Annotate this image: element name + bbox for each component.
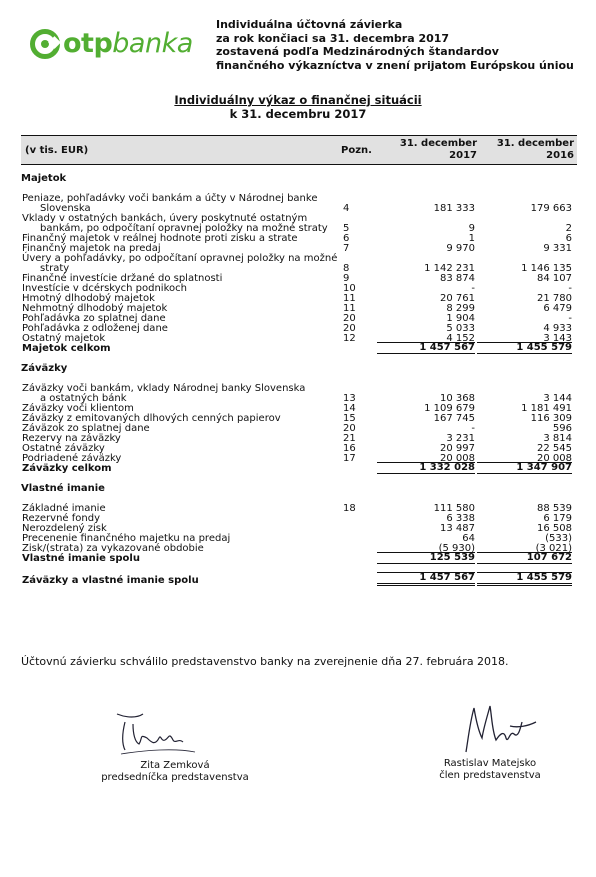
row-value-2016: 20 008 — [537, 453, 572, 464]
row-value-2016: 6 — [565, 233, 572, 244]
row-label-continuation-text: bankám, po odpočítaní opravnej položky na možné straty — [40, 223, 328, 234]
row-label — [21, 194, 344, 214]
otp-logo-icon — [30, 29, 60, 59]
row-note: 11 — [343, 293, 356, 304]
row-value-2016: 88 539 — [537, 503, 572, 514]
row-value-2017: 10 368 — [440, 393, 475, 404]
row-label-continuation-text: straty — [40, 263, 70, 274]
logo-brand-thin: banka — [112, 28, 193, 59]
row-value-2016: - — [568, 313, 572, 324]
row-label-text: Nehmotný dlhodobý majetok — [22, 303, 168, 314]
row-value-2016: 16 508 — [537, 523, 572, 534]
note-column-header: Pozn. — [341, 145, 372, 156]
row-label-text: Hmotný dlhodobý majetok — [22, 293, 155, 304]
total-value-2017: 1 457 567 — [377, 342, 475, 354]
row-note: 12 — [343, 333, 356, 344]
row-value-2017: 167 745 — [433, 413, 475, 424]
row-value-2016: 9 331 — [543, 243, 572, 254]
row-value-2017: 83 874 — [440, 273, 475, 284]
row-value-2016: 4 933 — [543, 323, 572, 334]
row-value-2016: (533) — [545, 533, 572, 544]
row-value-2017: 1 142 231 — [424, 263, 475, 274]
row-label-text: Nerozdelený zisk — [22, 523, 107, 534]
total-label-text: Vlastné imanie spolu — [22, 553, 140, 564]
section-total-row — [21, 344, 577, 354]
row-value-2017: 13 487 — [440, 523, 475, 534]
signatory-name: Zita Zemková — [140, 760, 210, 771]
row-label-text: Úvery a pohľadávky, po odpočítaní opravnej položky na možné — [22, 253, 338, 264]
row-value-2017: 111 580 — [433, 503, 475, 514]
row-value-2016: 84 107 — [537, 273, 572, 284]
row-label — [21, 384, 344, 404]
row-label-text: Zisk/(strata) za vykazované obdobie — [22, 543, 204, 554]
row-note: 11 — [343, 303, 356, 314]
approval-statement: Účtovnú závierku schválilo predstavenstvo banky na zverejnenie dňa 27. februára 2018. — [21, 655, 509, 668]
total-label — [21, 554, 344, 564]
row-label-text: Investície v dcérskych podnikoch — [22, 283, 187, 294]
row-label — [21, 214, 344, 234]
table-body — [21, 165, 577, 586]
column-header-2017: 31. december 2017 — [399, 138, 477, 161]
table-row — [21, 194, 577, 214]
row-value-2016: 596 — [552, 423, 572, 434]
row-value-2017: - — [471, 423, 475, 434]
grand-total-label-text: Záväzky a vlastné imanie spolu — [22, 575, 199, 586]
row-note: 20 — [343, 423, 356, 434]
row-label — [21, 254, 344, 274]
row-value-2016: 1 181 491 — [521, 403, 572, 414]
total-value-2017: 125 539 — [377, 552, 475, 564]
report-header — [216, 18, 586, 72]
row-label-text: Záväzky voči bankám, vklady Národnej banky Slovenska — [22, 383, 306, 394]
row-note: 6 — [343, 233, 350, 244]
row-label-text: Finančné investície držané do splatnosti — [22, 273, 223, 284]
row-note: 9 — [343, 273, 350, 284]
row-value-2017: 1 109 679 — [424, 403, 475, 414]
row-label-text: Záväzky z emitovaných dlhových cenných papierov — [22, 413, 281, 424]
row-value-2016: 6 179 — [543, 513, 572, 524]
total-label-text: Majetok celkom — [22, 343, 111, 354]
row-value-2017: 1 904 — [446, 313, 475, 324]
total-value-2016: 1 455 579 — [477, 342, 572, 354]
row-note: 20 — [343, 323, 356, 334]
logo-brand-bold: otp — [63, 28, 113, 59]
signature-block-member — [410, 700, 570, 782]
section-total-row — [21, 554, 577, 564]
row-value-2016: 1 146 135 — [521, 263, 572, 274]
total-value-2017: 1 332 028 — [377, 462, 475, 474]
row-label-text: Záväzok zo splatnej dane — [22, 423, 150, 434]
row-note: 20 — [343, 313, 356, 324]
row-label-text: Podriadené záväzky — [22, 453, 122, 464]
grand-total-row — [21, 572, 577, 586]
signature-block-chair — [95, 710, 255, 784]
header-line: za rok končiaci sa 31. decembra 2017 — [216, 31, 450, 45]
table-row — [21, 384, 577, 404]
section-title: Majetok — [21, 173, 67, 184]
row-note: 10 — [343, 283, 356, 294]
row-value-2016: 6 479 — [543, 303, 572, 314]
total-value-2016: 1 347 907 — [477, 462, 572, 474]
row-value-2016: 3 814 — [543, 433, 572, 444]
row-value-2017: 1 — [468, 233, 475, 244]
statement-title-main: Individuálny výkaz o finančnej situácii — [174, 93, 422, 107]
row-note: 4 — [343, 203, 350, 214]
row-value-2016: 116 309 — [530, 413, 572, 424]
otp-banka-logo — [30, 28, 193, 59]
handwritten-signature-matejsko — [410, 700, 570, 758]
row-value-2017: 181 333 — [433, 203, 475, 214]
statement-title-date: k 31. decembru 2017 — [229, 106, 367, 121]
row-label-text: Pohľadávka zo splatnej dane — [22, 313, 166, 324]
row-note: 16 — [343, 443, 356, 454]
row-note: 13 — [343, 393, 356, 404]
section-title: Vlastné imanie — [21, 483, 105, 494]
row-value-2017: 20 997 — [440, 443, 475, 454]
table-row — [21, 214, 577, 234]
unit-label: (v tis. EUR) — [25, 145, 89, 156]
row-value-2017: 8 299 — [446, 303, 475, 314]
row-label-text: Záväzky voči klientom — [22, 403, 134, 414]
row-note: 18 — [343, 503, 356, 514]
row-value-2017: 64 — [462, 533, 475, 544]
row-value-2016: (3 021) — [535, 543, 572, 554]
section-title: Záväzky — [21, 363, 68, 374]
row-value-2017: 4 152 — [446, 333, 475, 344]
handwritten-signature-zemkova — [95, 710, 255, 760]
row-value-2016: - — [568, 283, 572, 294]
row-note: 14 — [343, 403, 356, 414]
row-label-continuation-text: Slovenska — [40, 203, 91, 214]
signatory-name: Rastislav Matejsko — [443, 758, 537, 769]
signatory-role: predsedníčka predstavenstva — [101, 772, 249, 783]
row-label-text: Ostatný majetok — [22, 333, 106, 344]
row-value-2016: 21 780 — [537, 293, 572, 304]
table-row — [21, 254, 577, 274]
row-value-2016: 2 — [565, 223, 572, 234]
row-label-text: Precenenie finančného majetku na predaj — [22, 533, 231, 544]
header-line: finančného výkazníctva v znení prijatom Európskou úniou — [216, 58, 574, 72]
row-label-text: Vklady v ostatných bankách, úvery poskytnuté ostatným — [22, 213, 308, 224]
header-line: Individuálna účtovná závierka — [216, 18, 403, 31]
row-note: 8 — [343, 263, 350, 274]
row-value-2017: 20 008 — [440, 453, 475, 464]
grand-total-label — [21, 576, 344, 586]
row-value-2017: 9 — [468, 223, 475, 234]
row-value-2017: (5 930) — [438, 543, 475, 554]
row-label-text: Finančný majetok na predaj — [22, 243, 161, 254]
total-label — [21, 344, 344, 354]
row-value-2016: 179 663 — [530, 203, 572, 214]
row-label-text: Základné imanie — [22, 503, 106, 514]
row-value-2017: - — [471, 283, 475, 294]
row-value-2016: 3 143 — [543, 333, 572, 344]
statement-title — [0, 94, 596, 121]
row-value-2017: 3 231 — [446, 433, 475, 444]
row-value-2016: 22 545 — [537, 443, 572, 454]
section-total-row — [21, 464, 577, 474]
grand-total-value-2016: 1 455 579 — [477, 572, 572, 586]
row-value-2017: 9 970 — [446, 243, 475, 254]
row-label-text: Pohľadávka z odloženej dane — [22, 323, 168, 334]
row-label-text: Finančný majetok v reálnej hodnote proti zisku a strate — [22, 233, 298, 244]
row-value-2016: 3 144 — [543, 393, 572, 404]
row-label-text: Rezervy na záväzky — [22, 433, 121, 444]
financial-position-table — [21, 135, 577, 586]
table-row — [21, 504, 577, 514]
total-label — [21, 464, 344, 474]
column-header-2016: 31. december 2016 — [496, 138, 574, 161]
grand-total-value-2017: 1 457 567 — [377, 572, 475, 586]
row-value-2017: 5 033 — [446, 323, 475, 334]
row-value-2017: 20 761 — [440, 293, 475, 304]
row-label-text: Rezervné fondy — [22, 513, 100, 524]
row-label-text: Ostatné záväzky — [22, 443, 105, 454]
row-label-text: Peniaze, pohľadávky voči bankám a účty v Národnej banke — [22, 193, 318, 204]
row-note: 5 — [343, 223, 350, 234]
row-label-continuation-text: a ostatných bánk — [40, 393, 127, 404]
total-value-2016: 107 672 — [477, 552, 572, 564]
total-label-text: Záväzky celkom — [22, 463, 112, 474]
row-note: 21 — [343, 433, 356, 444]
row-note: 15 — [343, 413, 356, 424]
row-note: 7 — [343, 243, 350, 254]
signatory-role: člen predstavenstva — [439, 770, 541, 781]
header-line: zostavená podľa Medzinárodných štandardov — [216, 45, 499, 58]
table-header — [21, 135, 577, 165]
row-note: 17 — [343, 453, 356, 464]
row-value-2017: 6 338 — [446, 513, 475, 524]
